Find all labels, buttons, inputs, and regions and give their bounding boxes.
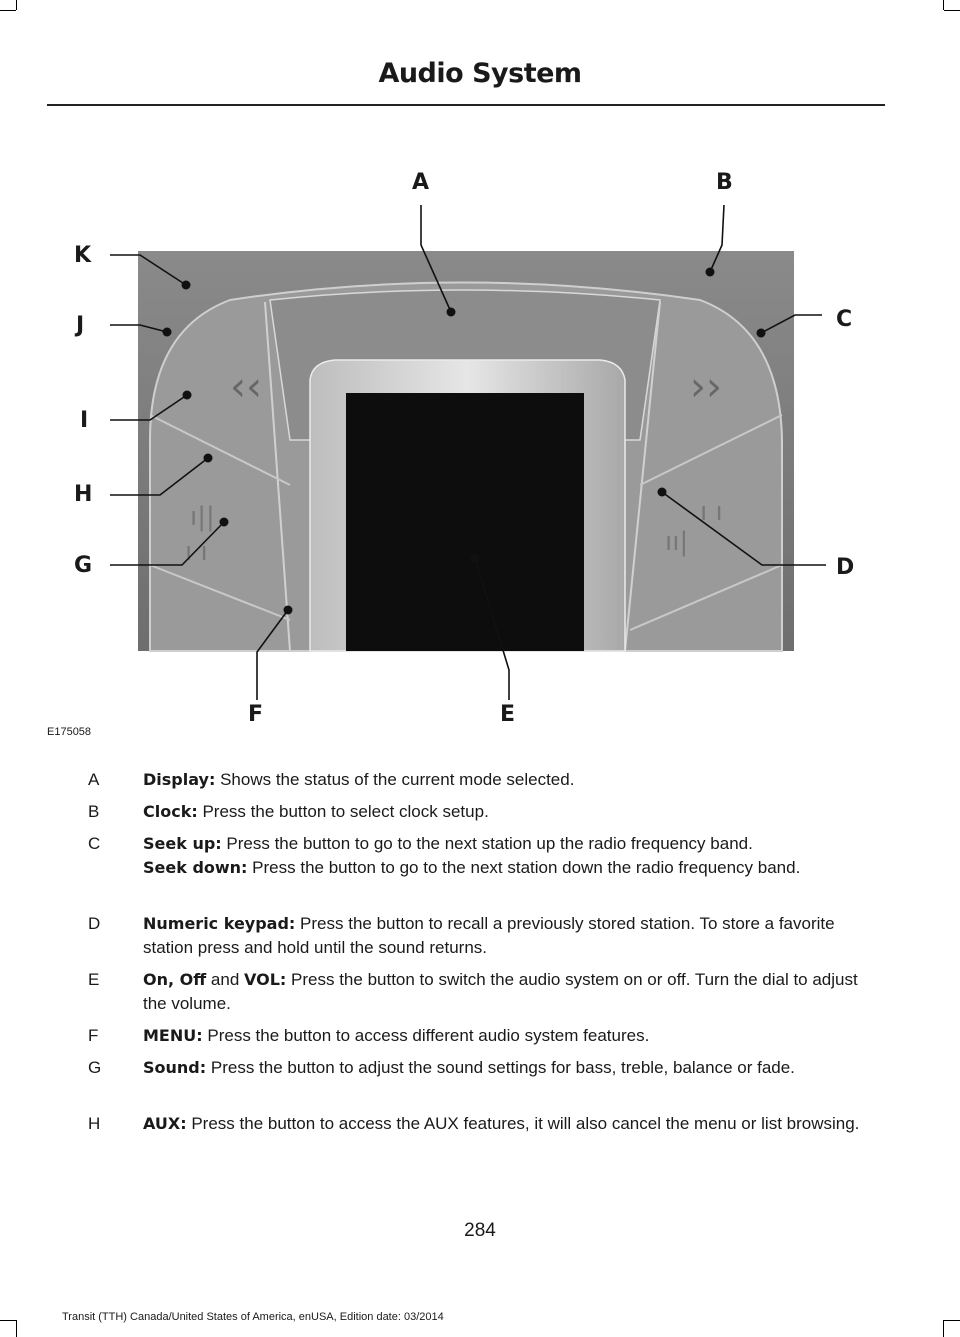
callout-e: E: [500, 702, 516, 727]
legend-term-2: Seek down:: [143, 858, 248, 877]
svg-text:ıı|: ıı|: [665, 527, 689, 557]
page-number: 284: [464, 1220, 496, 1241]
footer-edition: Transit (TTH) Canada/United States of America, enUSA, Edition date: 03/2014: [62, 1311, 444, 1323]
audio-unit-figure: [0, 140, 960, 740]
page-title: Audio System: [378, 58, 582, 89]
audio-unit-illustration: [0, 140, 960, 740]
legend-term: Display:: [143, 770, 216, 789]
crop-mark: [0, 10, 16, 11]
callout-i: I: [80, 408, 89, 433]
legend-term: Seek up:: [143, 834, 222, 853]
legend-term: AUX:: [143, 1114, 187, 1133]
callout-f: F: [248, 702, 264, 727]
legend-term: Sound:: [143, 1058, 207, 1077]
legend-text: Press the button to select clock setup.: [197, 802, 489, 821]
svg-text:ı ı: ı ı: [700, 497, 723, 527]
legend-mid: and: [206, 970, 245, 989]
legend-text: Press the button to recall a previously stored station. To store a favorite station press and hold until the sound returns.: [143, 914, 835, 957]
crop-mark: [944, 10, 960, 11]
crop-mark: [16, 1320, 17, 1337]
legend-term: Clock:: [143, 802, 198, 821]
legend-letter: B: [88, 802, 100, 821]
svg-text:ı||: ı||: [190, 502, 215, 532]
crop-mark: [0, 1320, 16, 1321]
legend-letter: H: [88, 1114, 101, 1133]
display-screen: [346, 393, 584, 651]
legend-term: Numeric keypad:: [143, 914, 296, 933]
callout-d: D: [836, 555, 855, 580]
legend-text-2: Press the button to go to the next station down the radio frequency band.: [247, 858, 801, 877]
figure-id: E175058: [47, 726, 92, 738]
svg-text:ı ı: ı ı: [185, 537, 208, 567]
svg-text:››: ››: [690, 364, 722, 410]
callout-g: G: [74, 553, 93, 578]
legend-text: Press the button to go to the next station up the radio frequency band.: [221, 834, 753, 853]
legend-text: Press the button to access different audio system features.: [202, 1026, 650, 1045]
legend-letter: G: [88, 1058, 102, 1077]
legend-text: Press the button to adjust the sound settings for bass, treble, balance or fade.: [206, 1058, 795, 1077]
callout-b: B: [716, 170, 733, 195]
legend-term-2: VOL:: [244, 970, 287, 989]
legend-letter: E: [88, 970, 100, 989]
legend-letter: F: [88, 1026, 99, 1045]
legend-letter: A: [88, 770, 100, 789]
legend-text-2: Press the button to switch the audio system on or off. Turn the dial to adjust the volume.: [143, 970, 858, 1013]
legend-text: Press the button to access the AUX features, it will also cancel the menu or list browsing.: [186, 1114, 860, 1133]
legend-letter: C: [88, 834, 101, 853]
callout-c: C: [836, 307, 853, 332]
legend-term: MENU:: [143, 1026, 203, 1045]
legend-text: Shows the status of the current mode selected.: [215, 770, 575, 789]
svg-text:‹‹: ‹‹: [230, 364, 262, 410]
callout-h: H: [74, 482, 93, 507]
legend-letter: D: [88, 914, 101, 933]
crop-mark: [944, 1320, 960, 1321]
header-rule: [47, 104, 885, 106]
callout-a: A: [412, 170, 430, 195]
legend-term: On, Off: [143, 970, 207, 989]
callout-k: K: [74, 243, 92, 268]
crop-mark: [943, 0, 944, 10]
crop-mark: [16, 0, 17, 10]
callout-j: J: [76, 313, 85, 338]
crop-mark: [943, 1320, 944, 1337]
